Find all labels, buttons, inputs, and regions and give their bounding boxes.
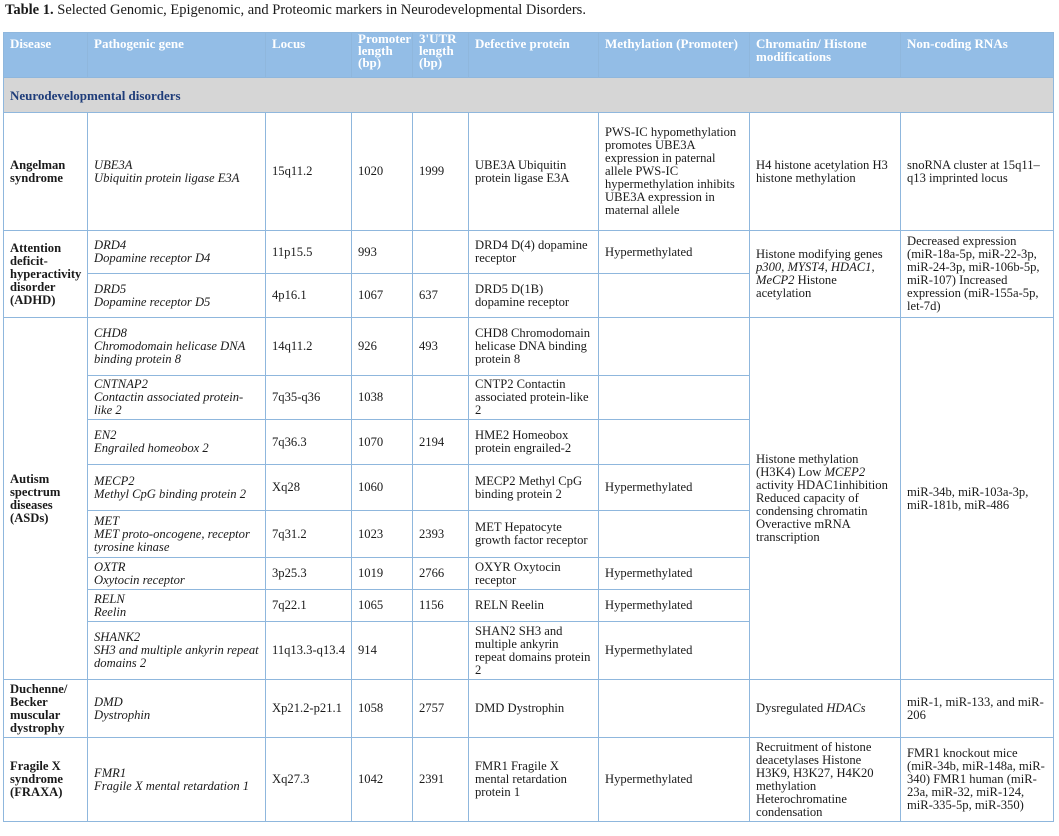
gene-name: Dopamine receptor D4 [94, 251, 211, 265]
promoter-cell: 1019 [352, 558, 413, 590]
gene-name: Chromodomain helicase DNA binding protein 8 [94, 339, 246, 366]
protein-cell: SHAN2 SH3 and multiple ankyrin repeat domains protein 2 [469, 622, 599, 680]
promoter-cell: 1020 [352, 113, 413, 231]
methylation-cell: Hypermethylated [599, 558, 750, 590]
col-disease: Disease [4, 33, 88, 78]
utr-cell [413, 231, 469, 274]
ncrna-cell: Decreased expression (miR-18a-5p, miR-22-3p, miR-24-3p, miR-106b-5p, miR-107) Increased expression (miR-155a-5p, let-7d) [901, 231, 1054, 318]
utr-cell: 2194 [413, 420, 469, 465]
gene-name: Dopamine receptor D5 [94, 294, 211, 309]
chromatin-cell: Recruitment of histone deacetylases Histone H3K9, H3K27, H4K20 methylation Heterochromatine condensation [750, 738, 901, 822]
gene-name: Dystrophin [94, 707, 151, 722]
chromatin-cell [750, 318, 901, 680]
gene-symbol: MECP2 [94, 473, 135, 488]
chromatin-cell [750, 680, 901, 738]
methylation-cell [599, 511, 750, 558]
gene-cell [88, 590, 266, 622]
utr-cell: 2757 [413, 680, 469, 738]
table-row [4, 318, 1054, 376]
locus-cell: Xq27.3 [266, 738, 352, 822]
methylation-cell: Hypermethylated [599, 465, 750, 511]
disease-cell: Duchenne/ Becker muscular dystrophy [4, 680, 88, 738]
locus-cell: Xp21.2-p21.1 [266, 680, 352, 738]
col-gene: Pathogenic gene [88, 33, 266, 78]
col-ncrna: Non-coding RNAs [901, 33, 1054, 78]
section-row [4, 78, 1054, 113]
gene-name: Contactin associated protein-like 2 [94, 390, 244, 417]
gene-symbol: DRD4 [94, 238, 127, 252]
chromatin-post: Histone acetylation [756, 273, 837, 300]
chromatin-b: activity HDAC1inhibition Reduced capacity of condensing chromatin Overactive mRNA transcription [756, 478, 888, 544]
locus-cell: 3p25.3 [266, 558, 352, 590]
header-row [4, 33, 1054, 78]
protein-cell: CNTP2 Contactin associated protein-like 2 [469, 376, 599, 420]
methylation-cell: PWS-IC hypomethylation promotes UBE3A expression in paternal allele PWS-IC hypermethylation inhibits UBE3A expression in maternal allele [599, 113, 750, 231]
utr-cell: 637 [413, 274, 469, 318]
col-locus: Locus [266, 33, 352, 78]
section-title: Neurodevelopmental disorders [4, 78, 1054, 113]
protein-cell: DRD4 D(4) dopamine receptor [469, 231, 599, 274]
ncrna-cell: FMR1 knockout mice (miR-34b, miR-148a, miR-340) FMR1 human (miR-23a, miR-32, miR-124, miR-335-5p, miR-350) [901, 738, 1054, 822]
table-row [4, 738, 1054, 822]
utr-cell: 493 [413, 318, 469, 376]
gene-name: Engrailed homeobox 2 [94, 441, 209, 455]
chromatin-a: Histone methylation (H3K4) Low [756, 452, 859, 479]
chromatin-cell [750, 231, 901, 318]
protein-cell: DRD5 D(1B) dopamine receptor [469, 274, 599, 318]
gene-symbol: FMR1 [94, 765, 127, 780]
methylation-cell: Hypermethylated [599, 231, 750, 274]
locus-cell: 7q36.3 [266, 420, 352, 465]
gene-cell [88, 738, 266, 822]
promoter-cell: 1042 [352, 738, 413, 822]
utr-cell: 2766 [413, 558, 469, 590]
promoter-cell: 926 [352, 318, 413, 376]
col-chromatin: Chromatin/ Histone modifications [750, 33, 901, 78]
gene-symbol: SHANK2 [94, 630, 141, 644]
methylation-cell: Hypermethylated [599, 622, 750, 680]
gene-cell [88, 318, 266, 376]
utr-cell: 2393 [413, 511, 469, 558]
ncrna-cell: miR-1, miR-133, and miR-206 [901, 680, 1054, 738]
protein-cell: CHD8 Chromodomain helicase DNA binding protein 8 [469, 318, 599, 376]
col-methylation: Methylation (Promoter) [599, 33, 750, 78]
protein-cell: DMD Dystrophin [469, 680, 599, 738]
gene-name: MET proto-oncogene, receptor tyrosine kinase [94, 526, 250, 554]
gene-symbol: MET [94, 513, 120, 528]
gene-symbol: RELN [94, 591, 125, 606]
locus-cell: 11q13.3-q13.4 [266, 622, 352, 680]
methylation-cell [599, 376, 750, 420]
utr-cell: 1999 [413, 113, 469, 231]
utr-cell [413, 376, 469, 420]
gene-cell [88, 622, 266, 680]
promoter-cell: 1067 [352, 274, 413, 318]
protein-cell: UBE3A Ubiquitin protein ligase E3A [469, 113, 599, 231]
gene-symbol: CHD8 [94, 326, 127, 340]
caption-text: Selected Genomic, Epigenomic, and Proteomic markers in Neurodevelopmental Disorders. [57, 2, 586, 18]
locus-cell: 14q11.2 [266, 318, 352, 376]
locus-cell: 15q11.2 [266, 113, 352, 231]
disease-cell: Fragile X syndrome (FRAXA) [4, 738, 88, 822]
protein-cell: HME2 Homeobox protein engrailed-2 [469, 420, 599, 465]
table-row [4, 231, 1054, 274]
disease-cell: Angelman syndrome [4, 113, 88, 231]
gene-cell [88, 113, 266, 231]
chromatin-pre: Dysregulated [756, 701, 824, 715]
gene-cell [88, 558, 266, 590]
methylation-cell [599, 274, 750, 318]
promoter-cell: 1023 [352, 511, 413, 558]
gene-name: Oxytocin receptor [94, 572, 185, 587]
gene-name: SH3 and multiple ankyrin repeat domains 2 [94, 643, 259, 670]
methylation-cell [599, 680, 750, 738]
gene-symbol: DMD [94, 694, 123, 709]
methylation-cell [599, 318, 750, 376]
gene-symbol: UBE3A [94, 157, 133, 172]
gene-name: Fragile X mental retardation 1 [94, 778, 250, 793]
protein-cell: FMR1 Fragile X mental retardation protein 1 [469, 738, 599, 822]
disease-cell: Autism spectrum diseases (ASDs) [4, 318, 88, 680]
locus-cell: Xq28 [266, 465, 352, 511]
gene-symbol: CNTNAP2 [94, 377, 148, 391]
utr-cell: 1156 [413, 590, 469, 622]
gene-name: Ubiquitin protein ligase E3A [94, 170, 240, 185]
locus-cell: 11p15.5 [266, 231, 352, 274]
chromatin-gene: HDACs [826, 701, 866, 715]
gene-cell [88, 465, 266, 511]
chromatin-gene: MCEP2 [824, 465, 866, 479]
chromatin-genes: p300, MYST4, HDAC1, MeCP2 [756, 260, 875, 287]
protein-cell: MECP2 Methyl CpG binding protein 2 [469, 465, 599, 511]
locus-cell: 4p16.1 [266, 274, 352, 318]
markers-table [3, 32, 1054, 822]
promoter-cell: 1065 [352, 590, 413, 622]
ncrna-cell: miR-34b, miR-103a-3p, miR-181b, miR-486 [901, 318, 1054, 680]
methylation-cell: Hypermethylated [599, 738, 750, 822]
methylation-cell [599, 420, 750, 465]
gene-symbol: OXTR [94, 559, 126, 574]
promoter-cell: 1038 [352, 376, 413, 420]
col-protein: Defective protein [469, 33, 599, 78]
protein-cell: OXYR Oxytocin receptor [469, 558, 599, 590]
disease-cell: Attention deficit-hyperactivity disorder (ADHD) [4, 231, 88, 318]
chromatin-cell: H4 histone acetylation H3 histone methylation [750, 113, 901, 231]
utr-cell [413, 465, 469, 511]
methylation-cell: Hypermethylated [599, 590, 750, 622]
gene-cell [88, 376, 266, 420]
protein-cell: RELN Reelin [469, 590, 599, 622]
gene-cell [88, 231, 266, 274]
chromatin-pre: Histone modifying genes [756, 247, 883, 261]
col-promoter: Promoter length (bp) [352, 33, 413, 78]
locus-cell: 7q31.2 [266, 511, 352, 558]
gene-cell [88, 420, 266, 465]
promoter-cell: 1058 [352, 680, 413, 738]
promoter-cell: 914 [352, 622, 413, 680]
col-utr: 3'UTR length (bp) [413, 33, 469, 78]
gene-symbol: EN2 [94, 428, 117, 442]
caption-label: Table 1. [5, 2, 54, 18]
gene-cell [88, 511, 266, 558]
promoter-cell: 993 [352, 231, 413, 274]
table-row [4, 113, 1054, 231]
table-caption [5, 2, 586, 19]
gene-name: Methyl CpG binding protein 2 [94, 486, 247, 501]
utr-cell [413, 622, 469, 680]
protein-cell: MET Hepatocyte growth factor receptor [469, 511, 599, 558]
gene-cell [88, 680, 266, 738]
locus-cell: 7q35-q36 [266, 376, 352, 420]
utr-cell: 2391 [413, 738, 469, 822]
promoter-cell: 1070 [352, 420, 413, 465]
promoter-cell: 1060 [352, 465, 413, 511]
gene-symbol: DRD5 [94, 281, 127, 296]
table-row [4, 680, 1054, 738]
ncrna-cell: snoRNA cluster at 15q11–q13 imprinted locus [901, 113, 1054, 231]
gene-name: Reelin [94, 604, 127, 619]
gene-cell [88, 274, 266, 318]
locus-cell: 7q22.1 [266, 590, 352, 622]
